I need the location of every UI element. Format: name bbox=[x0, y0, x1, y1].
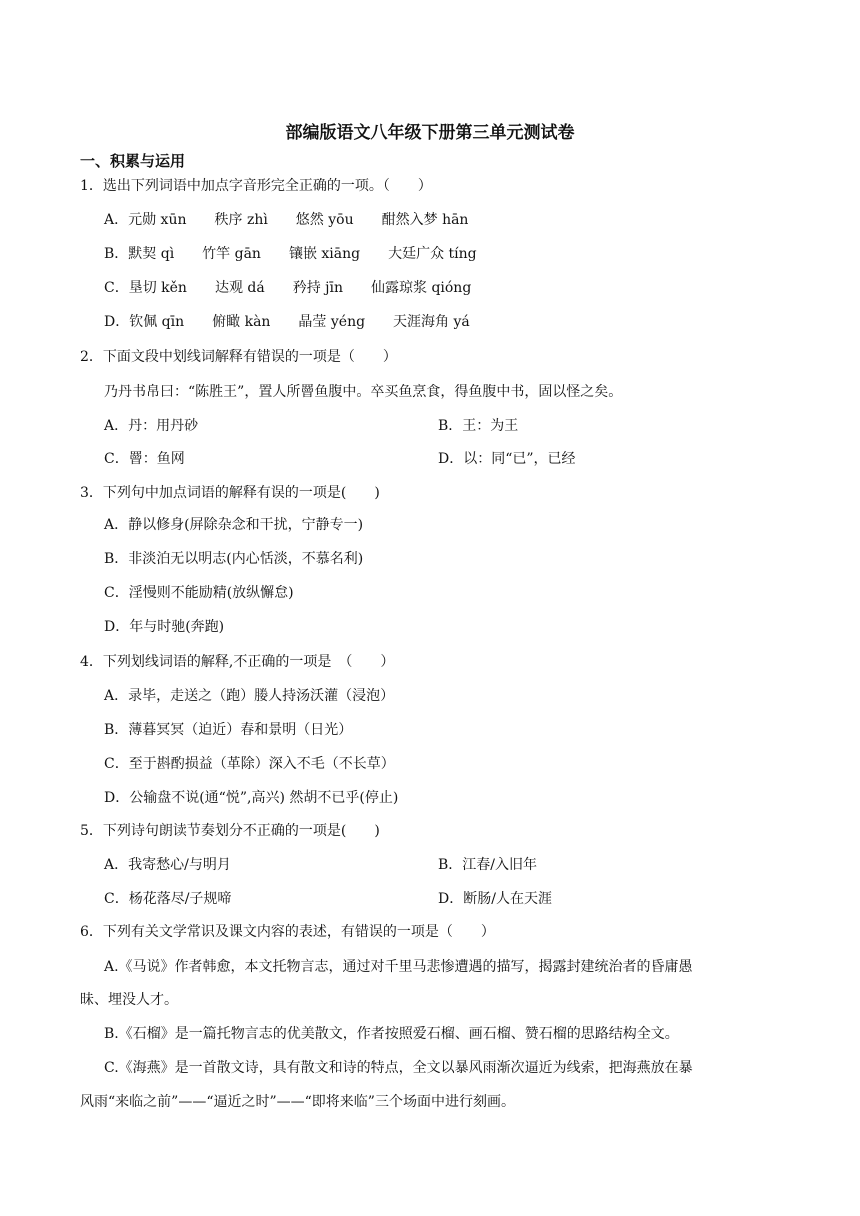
question-1-option-c: C．垦切 kěn 达观 dá 矜持 jīn 仙露琼浆 qióng bbox=[104, 280, 472, 296]
question-6-option-c-line2: 风雨“来临之前”——“逼近之时”——“即将来临”三个场面中进行刻画。 bbox=[80, 1094, 515, 1110]
question-6-option-a-line1: A.《马说》作者韩愈，本文托物言志，通过对千里马悲惨遭遇的描写，揭露封建统治者的昏庸愚 bbox=[104, 959, 693, 975]
question-2-passage: 乃丹书帛曰：“陈胜王”，置人所罾鱼腹中。卒买鱼烹食，得鱼腹中书，固以怪之矣。 bbox=[104, 384, 623, 400]
section-heading: 一、积累与运用 bbox=[80, 152, 186, 170]
question-1-stem: 1．选出下列词语中加点字音形完全正确的一项。（ ） bbox=[80, 178, 432, 194]
question-4-option-b: B．薄暮冥冥（迫近）春和景明（日光） bbox=[104, 722, 353, 738]
page-title: 部编版语文八年级下册第三单元测试卷 bbox=[285, 123, 575, 143]
question-6-option-a-line2: 昧、埋没人才。 bbox=[80, 992, 178, 1008]
question-5-option-d: D．断肠/人在天涯 bbox=[438, 891, 552, 907]
question-5-stem: 5．下列诗句朗读节奏划分不正确的一项是( ) bbox=[80, 823, 380, 839]
question-1-option-d: D．钦佩 qīn 俯瞰 kàn 晶莹 yéng 天涯海角 yá bbox=[104, 314, 470, 330]
question-3-stem: 3．下列句中加点词语的解释有误的一项是( ) bbox=[80, 485, 380, 501]
question-5-option-b: B．江春/入旧年 bbox=[438, 857, 538, 873]
question-2-option-a: A．丹：用丹砂 bbox=[104, 418, 199, 434]
question-2-stem: 2．下面文段中划线词解释有错误的一项是（ ） bbox=[80, 349, 397, 365]
question-6-stem: 6．下列有关文学常识及课文内容的表述，有错误的一项是（ ） bbox=[80, 924, 495, 940]
question-6-option-c-line1: C.《海燕》是一首散文诗，具有散文和诗的特点，全文以暴风雨渐次逼近为线索，把海燕放在暴 bbox=[104, 1060, 693, 1076]
question-1-option-a: A．元勋 xūn 秩序 zhì 悠然 yōu 酣然入梦 hān bbox=[104, 212, 469, 228]
question-4-stem: 4．下列划线词语的解释,不正确的一项是 （ ） bbox=[80, 654, 395, 670]
question-4-option-a: A．录毕，走送之（跑）媵人持汤沃灌（浸泡） bbox=[104, 688, 395, 704]
question-4-option-d: D．公输盘不说(通“悦”,高兴) 然胡不已乎(停止) bbox=[104, 790, 399, 806]
question-3-option-b: B．非淡泊无以明志(内心恬淡，不慕名利) bbox=[104, 551, 364, 567]
question-5-option-a: A．我寄愁心/与明月 bbox=[104, 857, 231, 873]
question-3-option-d: D．年与时驰(奔跑) bbox=[104, 619, 225, 635]
question-6-option-b: B.《石榴》是一篇托物言志的优美散文，作者按照爱石榴、画石榴、赞石榴的思路结构全文。 bbox=[104, 1026, 679, 1042]
question-1-option-b: B．默契 qì 竹竿 gān 镶嵌 xiāng 大廷广众 tíng bbox=[104, 246, 477, 262]
question-5-option-c: C．杨花落尽/子规啼 bbox=[104, 891, 232, 907]
question-2-option-b: B．王：为王 bbox=[438, 418, 519, 434]
question-2-option-c: C．罾：鱼网 bbox=[104, 451, 185, 467]
question-4-option-c: C．至于斟酌损益（革除）深入不毛（不长草） bbox=[104, 756, 395, 772]
question-3-option-c: C．淫慢则不能励精(放纵懈怠) bbox=[104, 585, 294, 601]
question-3-option-a: A．静以修身(屏除杂念和干扰，宁静专一) bbox=[104, 517, 364, 533]
question-2-option-d: D．以：同“已”，已经 bbox=[438, 451, 576, 467]
